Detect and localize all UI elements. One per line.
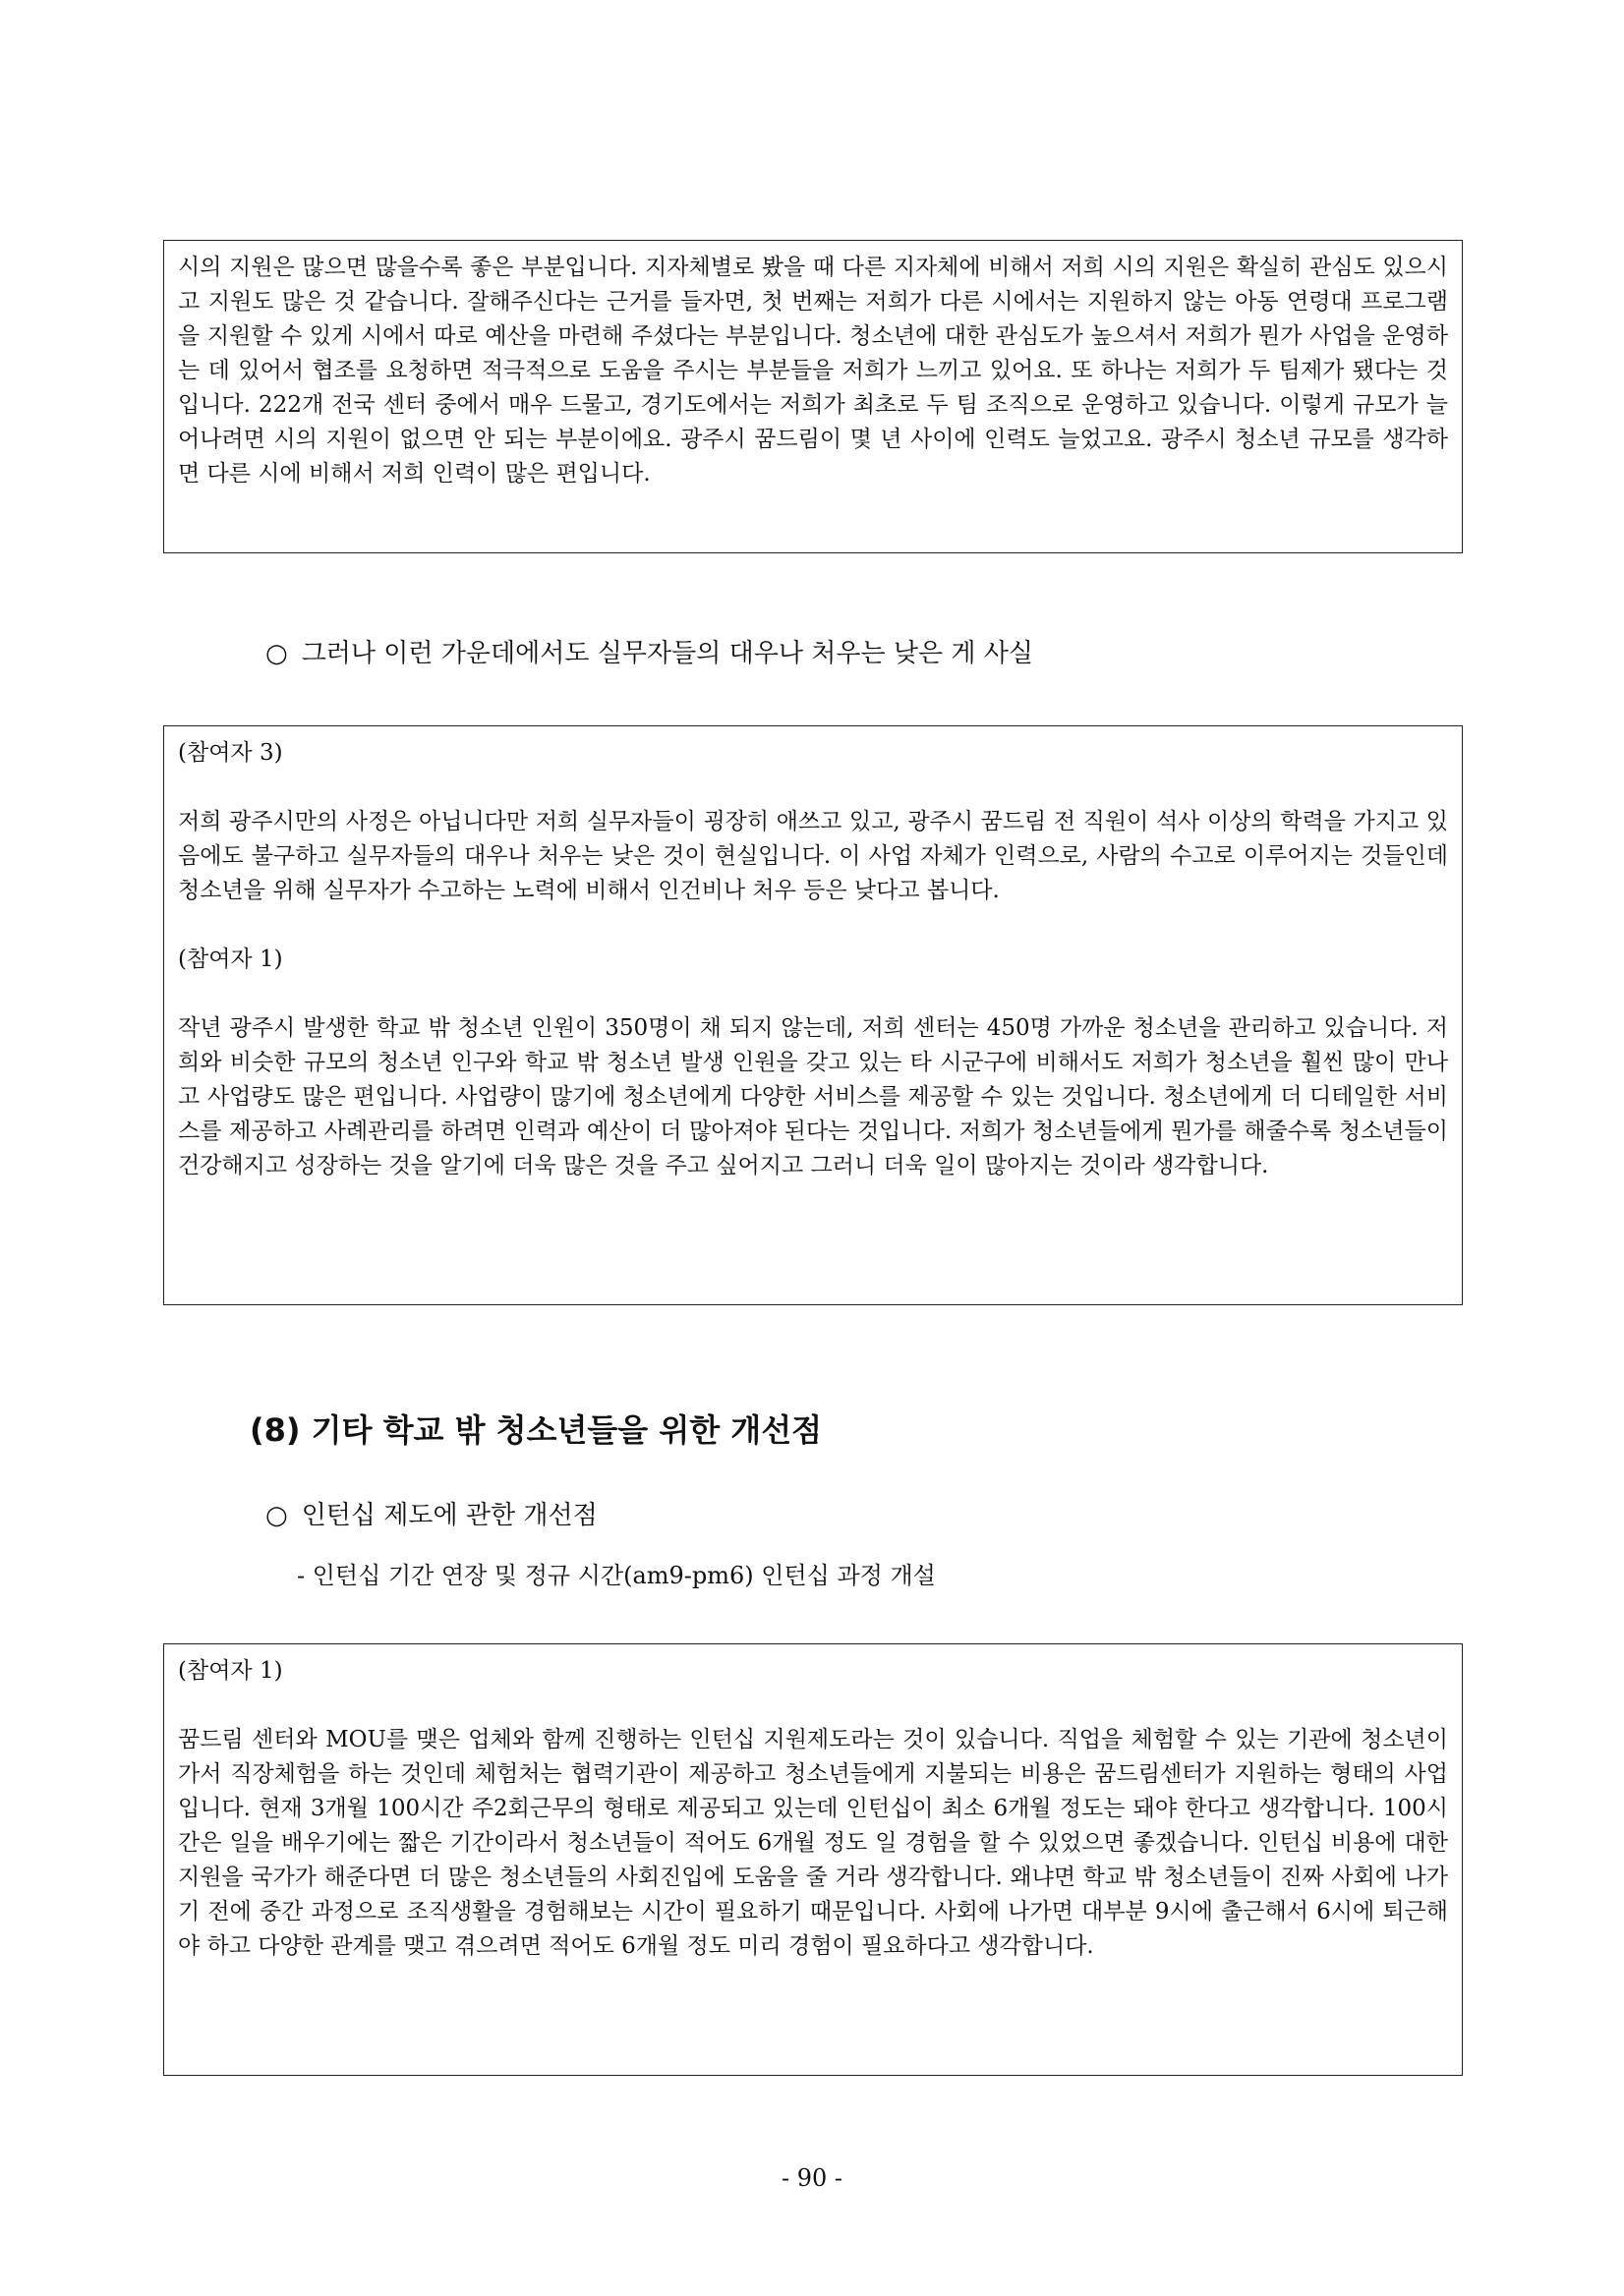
dash-item: - 인턴십 기간 연장 및 정규 시간(am9-pm6) 인턴십 과정 개설 [297, 1562, 936, 1589]
bullet-text: 그러나 이런 가운데에서도 실무자들의 대우나 처우는 낮은 게 사실 [301, 639, 1033, 668]
bullet-text: 인턴십 제도에 관한 개선점 [301, 1501, 598, 1530]
quote-text: 저희 광주시만의 사정은 아닙니다만 저희 실무자들이 굉장히 애쓰고 있고, 광주시 꿈드림 전 직원이 석사 이상의 학력을 가지고 있음에도 불구하고 실무자들의 대우나 처우는 낮은 것이 현실입니다. 이 사업 자체가 인력으로, 사람의 수고로 이루어지는 것들인데 청소년을 위해 실무자가 수고하는 노력에 비해서 인건비나 처우 등은 낮다고 봅니다. [178, 809, 1448, 903]
circle-bullet-icon: ○ [265, 1501, 288, 1530]
quote-text: 작년 광주시 발생한 학교 밖 청소년 인원이 350명이 채 되지 않는데, 저희 센터는 450명 가까운 청소년을 관리하고 있습니다. 저희와 비슷한 규모의 청소년 인구와 학교 밖 청소년 발생 인원을 갖고 있는 타 시군구에 비해서도 저희가 청소년을 훨씬 많이 만나고 사업량도 많은 편입니다. 사업량이 많기에 청소년에게 다양한 서비스를 제공할 수 있는 것입니다. 청소년에게 더 디테일한 서비스를 제공하고 사례관리를 하려면 인력과 예산이 더 많아져야 된다는 것입니다. 저희가 청소년들에게 뭔가를 해줄수록 청소년들이 건강해지고 성장하는 것을 알기에 더욱 많은 것을 주고 싶어지고 그러니 더욱 일이 많아지는 것이라 생각합니다. [178, 1015, 1448, 1178]
participant-label: (참여자 3) [178, 740, 283, 766]
quote-box-3 [163, 1643, 1463, 2076]
participant-label: (참여자 1) [178, 947, 283, 972]
participant-label: (참여자 1) [178, 1658, 283, 1684]
quote-text: 시의 지원은 많으면 많을수록 좋은 부분입니다. 지자체별로 봤을 때 다른 지자체에 비해서 저희 시의 지원은 확실히 관심도 있으시고 지원도 많은 것 같습니다. 잘해주신다는 근거를 들자면, 첫 번째는 저희가 다른 시에서는 지원하지 않는 아동 연령대 프로그램을 지원할 수 있게 시에서 따로 예산을 마련해 주셨다는 부분입니다. 청소년에 대한 관심도가 높으셔서 저희가 뭔가 사업을 운영하는 데 있어서 협조를 요청하면 적극적으로 도움을 주시는 부분들을 저희가 느끼고 있어요. 또 하나는 저희가 두 팀제가 됐다는 것입니다. 222개 전국 센터 중에서 매우 드물고, 경기도에서는 저희가 최초로 두 팀 조직으로 운영하고 있습니다. 이렇게 규모가 늘어나려면 시의 지원이 없으면 안 되는 부분이에요. 광주시 꿈드림이 몇 년 사이에 인력도 늘었고요. 광주시 청소년 규모를 생각하면 다른 시에 비해서 저희 인력이 많은 편입니다. [178, 255, 1448, 487]
quote-box-2 [163, 725, 1463, 1305]
quote-text: 꿈드림 센터와 MOU를 맺은 업체와 함께 진행하는 인턴십 지원제도라는 것이 있습니다. 직업을 체험할 수 있는 기관에 청소년이 가서 직장체험을 하는 것인데 체험처는 협력기관이 제공하고 청소년들에게 지불되는 비용은 꿈드림센터가 지원하는 형태의 사업입니다. 현재 3개월 100시간 주2회근무의 형태로 제공되고 있는데 인턴십이 최소 6개월 정도는 돼야 한다고 생각합니다. 100시간은 일을 배우기에는 짧은 기간이라서 청소년들이 적어도 6개월 정도 일 경험을 할 수 있었으면 좋겠습니다. 인턴십 비용에 대한 지원을 국가가 해준다면 더 많은 청소년들의 사회진입에 도움을 줄 거라 생각합니다. 왜냐면 학교 밖 청소년들이 진짜 사회에 나가기 전에 중간 과정으로 조직생활을 경험해보는 시간이 필요하기 때문입니다. 사회에 나가면 대부분 9시에 출근해서 6시에 퇴근해야 하고 다양한 관계를 맺고 겪으려면 적어도 6개월 정도 미리 경험이 필요하다고 생각합니다. [178, 1727, 1448, 1959]
bullet-point-2 [265, 1499, 598, 1532]
quote-box-1 [163, 240, 1463, 553]
section-heading: (8) 기타 학교 밖 청소년들을 위한 개선점 [250, 1411, 823, 1449]
bullet-point-1 [265, 637, 1033, 670]
page-number: - 90 - [781, 2164, 842, 2192]
circle-bullet-icon: ○ [265, 639, 288, 668]
